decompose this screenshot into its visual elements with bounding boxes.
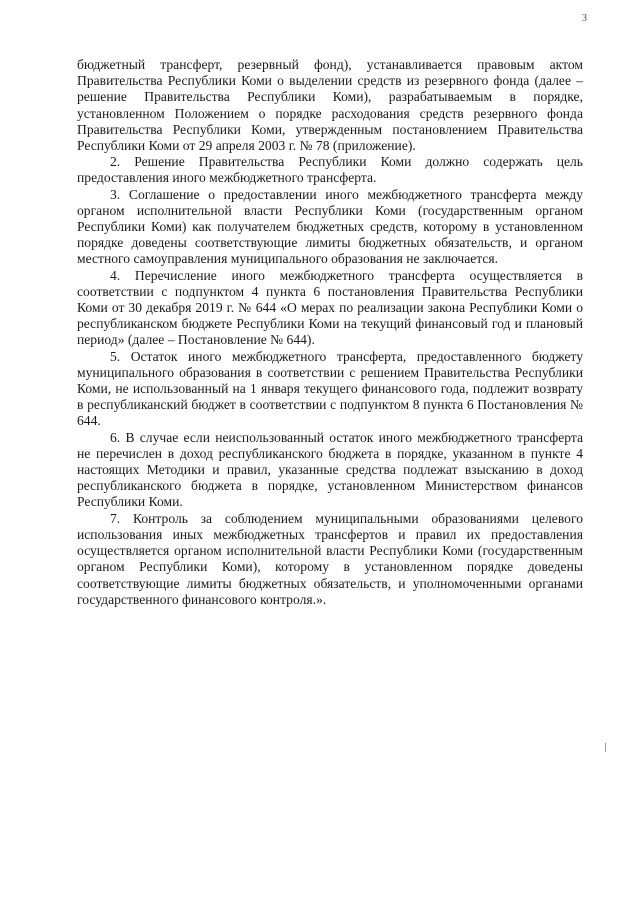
paragraph-item-6: 6. В случае если неиспользованный остаток иного межбюджетного трансферта не перечислен в доход республиканского бюджета в порядке, указанном в пункте 4 настоящих Методики и правил, указанные средства подлежат взысканию в доход республиканского бюджета в порядке, установленном Министерством финансов Республики Коми. xyxy=(77,429,583,510)
paragraph-item-7: 7. Контроль за соблюдением муниципальными образованиями целевого использования иных межбюджетных трансфертов и правил их предоставления осуществляется органом исполнительной власти Республики Коми (государственным органом Республики Коми), которому в установленном порядке доведены соответствующие лимиты бюджетных обязательств, и уполномоченными органами государственного финансового контроля.». xyxy=(77,510,583,607)
paragraph-item-3: 3. Соглашение о предоставлении иного межбюджетного трансферта между органом исполнительной власти Республики Коми (государственным органом Республики Коми) как получателем бюджетных средств, которому в установленном порядке доведены соответствующие лимиты бюджетных обязательств, и органом местного самоуправления муниципального образования не заключается. xyxy=(77,186,583,267)
scan-artifact-mark xyxy=(605,743,606,752)
document-body xyxy=(77,57,583,608)
page-number: 3 xyxy=(582,13,587,24)
paragraph-item-4: 4. Перечисление иного межбюджетного трансферта осуществляется в соответствии с подпунктом 4 пункта 6 постановления Правительства Республики Коми от 30 декабря 2019 г. № 644 «О мерах по реализации закона Республики Коми о республиканском бюджете Республики Коми на текущий финансовый год и плановый период» (далее – Постановление № 644). xyxy=(77,267,583,348)
paragraph-item-5: 5. Остаток иного межбюджетного трансферта, предоставленного бюджету муниципального образования в соответствии с решением Правительства Республики Коми, не использованный на 1 января текущего финансового года, подлежит возврату в республиканский бюджет в соответствии с подпунктом 8 пункта 6 Постановления № 644. xyxy=(77,348,583,429)
paragraph-item-2: 2. Решение Правительства Республики Коми должно содержать цель предоставления иного межбюджетного трансферта. xyxy=(77,154,583,186)
paragraph-continuation: бюджетный трансферт, резервный фонд), устанавливается правовым актом Правительства Республики Коми о выделении средств из резервного фонда (далее – решение Правительства Республики Коми), разрабатываемым в порядке, установленном Положением о порядке расходования средств резервного фонда Правительства Республики Коми, утвержденным постановлением Правительства Республики Коми от 29 апреля 2003 г. № 78 (приложение). xyxy=(77,57,583,154)
